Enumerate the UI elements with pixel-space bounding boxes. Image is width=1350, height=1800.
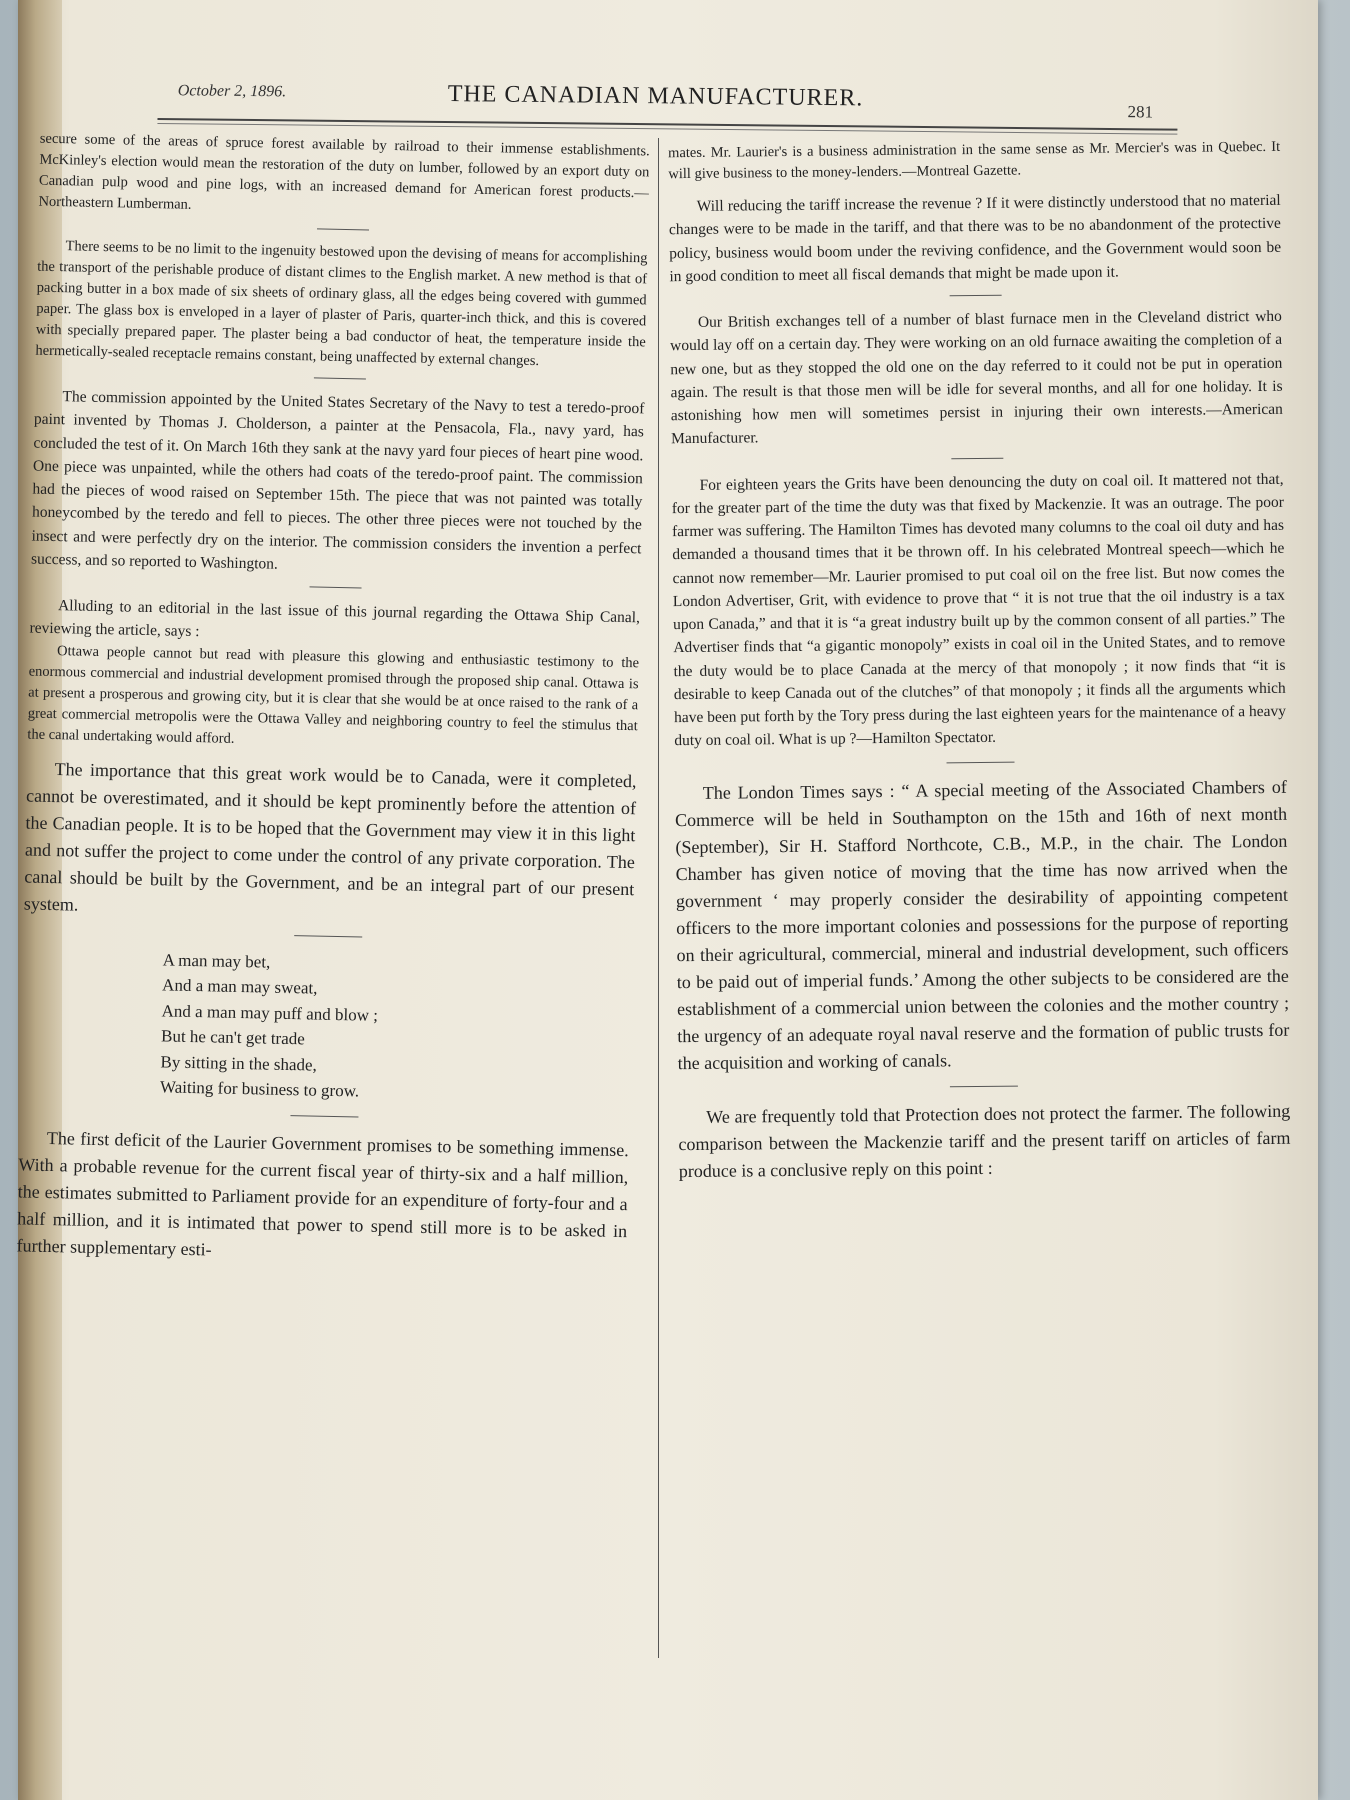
article-blast-furnace: Our British exchanges tell of a number of blast furnace men in the Cleveland district who would lay off on a certain day. They were working on an old furnace awaiting the completion of a new one, but as they stopped the old one on the day referred to it could not be put in operation again. The result is that those men will be idle for several months, and all for one holiday. It is astonishing how men will sometimes persist in injuring their own interests.—American Manufacturer. [670, 307, 1283, 448]
section-separator [290, 1115, 358, 1117]
magazine-page [18, 0, 1318, 1800]
article-chambers-of-commerce: The London Times says : “ A special meeting of the Associated Chambers of Commerce will be held in Southampton on the 15th and 16th of next month (September), Sir H. Stafford Northcote, C.B., M.P., in the chair. The London Chamber has given notice of moving that the time has now arrived when the government ‘ may properly consider the desirability of appointing competent officers to the more important colonies and possessions for the purpose of reporting on their agricultural, commercial, mineral and industrial development, such officers to be paid out of imperial funds.’ Among the other subjects to be considered are the establishment of a commercial union between the colonies and the mother country ; the urgency of an adequate royal naval reserve and the formation of public trusts for the acquisition and working of canals. [674, 776, 1290, 1073]
section-separator [314, 378, 366, 380]
section-separator [950, 295, 1002, 297]
poem-line: By sitting in the shade, [160, 1052, 318, 1075]
section-separator [950, 1085, 1018, 1087]
publication-title: THE CANADIAN MANUFACTURER. [447, 81, 864, 112]
article-ship-canal-intro: Alluding to an editorial in the last issue of this journal regarding the Ottawa Ship Canal, reviewing the article, says : [29, 597, 641, 641]
article-coal-oil-duty: For eighteen years the Grits have been denouncing the duty on coal oil. It mattered not that, for the greater part of the time the duty was that fixed by Mackenzie. It was an outrage. The poor farmer was suffering. The Hamilton Times has devoted many columns to the coal oil duty and has demanded a thousand times that it be thrown off. In his celebrated Montreal speech—which he cannot now remember—Mr. Laurier promised to put coal oil on the free list. But now comes the London Advertiser, Grit, with evidence to prove that “ it is not true that the oil industry is a tax upon Canada,” and that it is “a great industry built up by the common consent of all parties.” The Advertiser finds that “a gigantic monopoly” exists in coal oil in the United States, and to remove the duty would be to place Canada at the mercy of that monopoly ; it now finds that “it is desirable to keep Canada out of the clutches” of that monopoly ; it finds all the arguments which have been put forth by the Tory press during the last eighteen years for the maintenance of a heavy duty on coal oil. What is up ?—Hamilton Spectator. [671, 470, 1287, 750]
article-laurier-deficit: The first deficit of the Laurier Government promises to be something immense. With a probable revenue for the current fiscal year of thirty-six and a half million, the estimates submitted to Parliament provide for an expenditure of forty-four and a half million, and it is intimated that power to spend still more is to be asked in further supplementary esti- [16, 1127, 630, 1260]
column-divider [658, 138, 659, 1658]
page-number: 281 [1127, 102, 1154, 122]
poem-line: And a man may sweat, [161, 975, 318, 998]
section-separator [951, 457, 1003, 459]
poem-line: Waiting for business to grow. [159, 1077, 360, 1101]
article-tariff-revenue: Will reducing the tariff increase the revenue ? If it were distinctly understood that no material changes were to be made in the tariff, and that there was to be no abandonment of the protective policy, business would boom under the reviving confidence, and the Government would soon be in good condition to meet all fiscal demands that might be made upon it. [668, 191, 1282, 285]
poem-line: A man may bet, [162, 950, 271, 972]
poem [160, 947, 633, 1110]
article-protection-farmer: We are frequently told that Protection does not protect the farmer. The following comparison between the Mackenzie tariff and the present tariff on articles of farm produce is a conclusive reply on this point : [678, 1100, 1291, 1181]
left-column [16, 129, 650, 1272]
article-butter-transport: There seems to be no limit to the ingenuity bestowed upon the devising of means for accomplishing the transport of the perishable produce of distant climes to the English market. A new method is that of packing butter in a box made of six sheets of ordinary glass, all the edges being covered with gummed paper. The glass box is enveloped in a layer of plaster of Paris, quarter-inch thick, and this is covered with specially prepared paper. The plaster being a bad conductor of heat, the temperature inside the hermetically-sealed receptacle remains constant, being unaffected by external changes. [35, 238, 648, 370]
article-laurier-deficit-continued: mates. Mr. Laurier's is a business administration in the same sense as Mr. Mercier's was in Quebec. It will give business to the money-lenders.—Montreal Gazette. [668, 138, 1281, 183]
poem-line: And a man may puff and blow ; [161, 1001, 379, 1025]
header-rule [157, 118, 1177, 135]
section-separator [317, 228, 369, 230]
poem-line: But he can't get trade [160, 1026, 305, 1049]
section-separator [294, 935, 362, 937]
article-ship-canal-quote: Ottawa people cannot but read with pleasure this glowing and enthusiastic testimony to the enormous commercial and industrial development promised through the proposed ship canal. Ottawa is at present a prosperous and growing city, but it is clear that she would be at once raised to the rank of a great commercial metropolis were the Ottawa Valley and neighboring country to feel the stimulus that the canal undertaking would afford. [27, 642, 640, 747]
page-header [157, 70, 1178, 141]
article-ship-canal-importance: The importance that this great work would be to Canada, were it completed, cannot be overestimated, and it should be kept prominently before the attention of the Canadian people. It is to be hoped that the Government may view it in this light and not suffer the project to come under the control of any private corporation. The canal should be built by the Government, and be an integral part of our present system. [23, 758, 637, 915]
section-separator [310, 587, 362, 589]
issue-date: October 2, 1896. [177, 82, 287, 101]
section-separator [947, 761, 1015, 763]
right-column [668, 137, 1291, 1185]
article-teredo-paint: The commission appointed by the United States Secretary of the Navy to test a teredo-proof paint invented by Thomas J. Cholderson, a painter at the Pensacola, Fla., navy yard, has concluded the test of it. On March 16th they sank at the navy yard four pieces of heart pine wood. One piece was unpainted, while the others had coats of the teredo-proof paint. The commission had the pieces of wood raised on September 15th. The piece that was not painted was totally honeycombed by the teredo and fell to pieces. The other three pieces were not touched by the insect and were perfectly dry on the interior. The commission considers the invention a perfect success, and so reported to Washington. [30, 388, 645, 573]
article-lumber-continued: secure some of the areas of spruce forest available by railroad to their immense establishments. McKinley's election would mean the restoration of the duty on lumber, followed by an export duty on Canadian pulp wood and pine logs, with an increased demand for American forest products.—Northeastern Lumberman. [38, 130, 650, 213]
